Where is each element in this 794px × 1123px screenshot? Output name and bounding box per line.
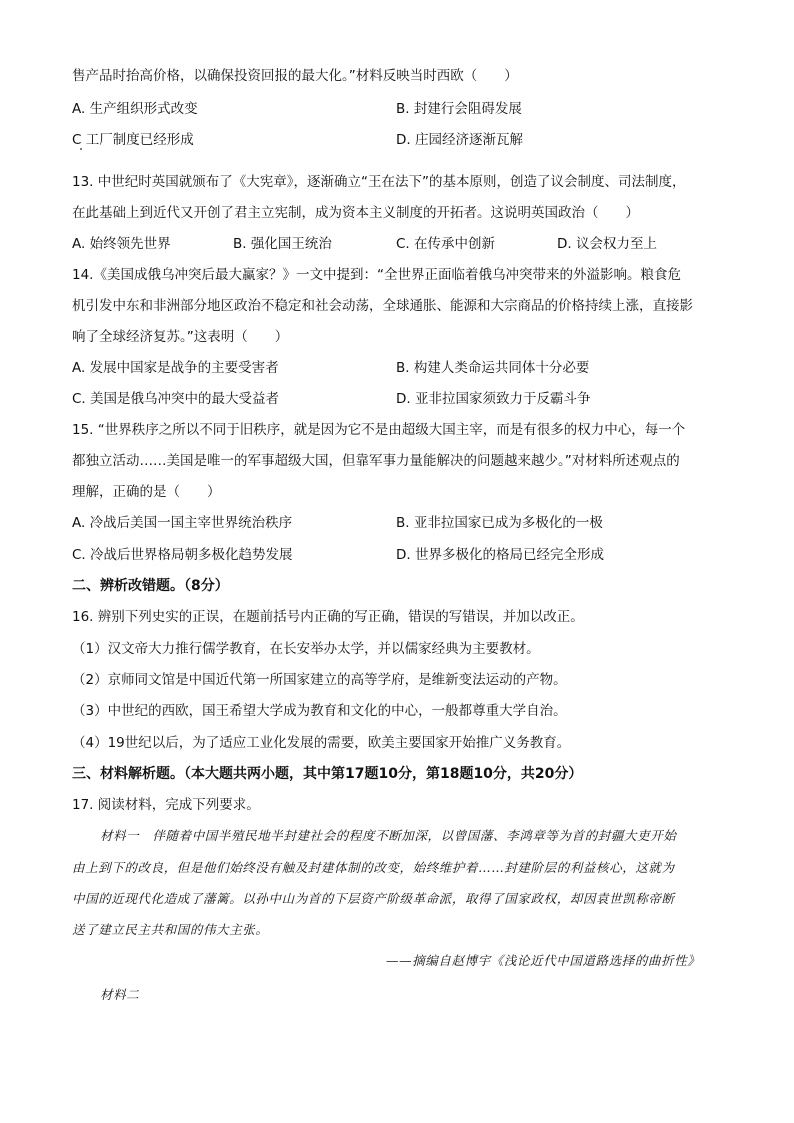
q14-option-d: D. 亚非拉国家须致力于反霸斗争 <box>396 391 591 407</box>
q14-option-b: B. 构建人类命运共同体十分必要 <box>396 360 590 376</box>
q15-option-a: A. 冷战后美国一国主宰世界统治秩序 <box>72 515 293 531</box>
q13-stem-line1: 13. 中世纪时英国就颁布了《大宪章》，逐渐确立“王在法下”的基本原则，创造了议会制度、司法制度， <box>72 174 686 190</box>
material1-source: ——摘编自赵博宇《浅论近代中国道路选择的曲折性》 <box>386 953 701 968</box>
material1-line3: 中国的近现代化造成了藩篱。以孙中山为首的下层资产阶级革命派，取得了国家政权，却因袁世凯称帝断 <box>72 891 675 906</box>
q13-stem-line2: 在此基础上到近代又开创了君主立宪制，成为资本主义制度的开拓者。这说明英国政治（ ） <box>72 205 639 221</box>
q14-option-c: C. 美国是俄乌冲突中的最大受益者 <box>72 391 280 407</box>
material2-label: 材料二 <box>100 987 140 1002</box>
q16-item-3: （3）中世纪的西欧，国王希望大学成为教育和文化的中心，一般都尊重大学自治。 <box>72 703 567 719</box>
material1-line2: 由上到下的改良，但是他们始终没有触及封建体制的改变，始终维护着……封建阶层的利益核心，这就为 <box>72 860 675 875</box>
material1-line4: 送了建立民主共和国的伟大主张。 <box>72 922 269 937</box>
q16-stem: 16. 辨别下列史实的正误，在题前括号内正确的写正确，错误的写错误，并加以改正。 <box>72 609 584 625</box>
q13-option-a: A. 始终领先世界 <box>72 236 171 252</box>
section2-heading: 二、辨析改错题。（8分） <box>72 578 229 594</box>
q13-option-b: B. 强化国王统治 <box>233 236 332 252</box>
q15-stem-line1: 15. “世界秩序之所以不同于旧秩序，就是因为它不是由超级大国主宰，而是有很多的权力中心，每一个 <box>72 422 686 438</box>
stray-dot <box>80 148 82 150</box>
q15-option-b: B. 亚非拉国家已成为多极化的一极 <box>396 515 603 531</box>
section3-heading: 三、材料解析题。（本大题共两小题，其中第17题10分，第18题10分，共20分） <box>72 766 583 782</box>
q14-option-a: A. 发展中国家是战争的主要受害者 <box>72 360 279 376</box>
material1-line1: 材料一 伴随着中国半殖民地半封建社会的程度不断加深，以曾国藩、李鸿章等为首的封疆大吏开始 <box>100 828 677 843</box>
q15-stem-line2: 都独立活动……美国是唯一的军事超级大国，但靠军事力量能解决的问题越来越少。”对材料所述观点的 <box>72 453 680 469</box>
q16-item-1: （1）汉文帝大力推行儒学教育，在长安举办太学，并以儒家经典为主要教材。 <box>72 641 540 657</box>
q12-option-c: C 工厂制度已经形成 <box>72 132 194 148</box>
q15-option-d: D. 世界多极化的格局已经完全形成 <box>396 547 604 563</box>
q14-stem-line3: 响了全球经济复苏。”这表明（ ） <box>72 329 289 345</box>
q16-item-4: （4）19世纪以后，为了适应工业化发展的需要，欧美主要国家开始推广义务教育。 <box>72 735 571 751</box>
q12-stem-tail: 售产品时抬高价格，以确保投资回报的最大化。”材料反映当时西欧（ ） <box>72 68 518 84</box>
q12-option-b: B. 封建行会阻碍发展 <box>396 101 522 117</box>
q13-option-d: D. 议会权力至上 <box>557 236 657 252</box>
q12-option-a: A. 生产组织形式改变 <box>72 101 198 117</box>
q14-stem-line1: 14.《美国成俄乌冲突后最大赢家？》一文中提到：“全世界正面临着俄乌冲突带来的外溢影响。粮食危 <box>72 267 681 283</box>
q15-stem-line3: 理解，正确的是（ ） <box>72 484 221 500</box>
q15-option-c: C. 冷战后世界格局朝多极化趋势发展 <box>72 547 293 563</box>
q17-stem: 17. 阅读材料，完成下列要求。 <box>72 797 260 813</box>
q16-item-2: （2）京师同文馆是中国近代第一所国家建立的高等学府，是维新变法运动的产物。 <box>72 672 567 688</box>
q13-option-c: C. 在传承中创新 <box>396 236 496 252</box>
q14-stem-line2: 机引发中东和非洲部分地区政治不稳定和社会动荡，全球通胀、能源和大宗商品的价格持续上涨，直接影 <box>72 298 693 314</box>
q12-option-d: D. 庄园经济逐渐瓦解 <box>396 132 523 148</box>
